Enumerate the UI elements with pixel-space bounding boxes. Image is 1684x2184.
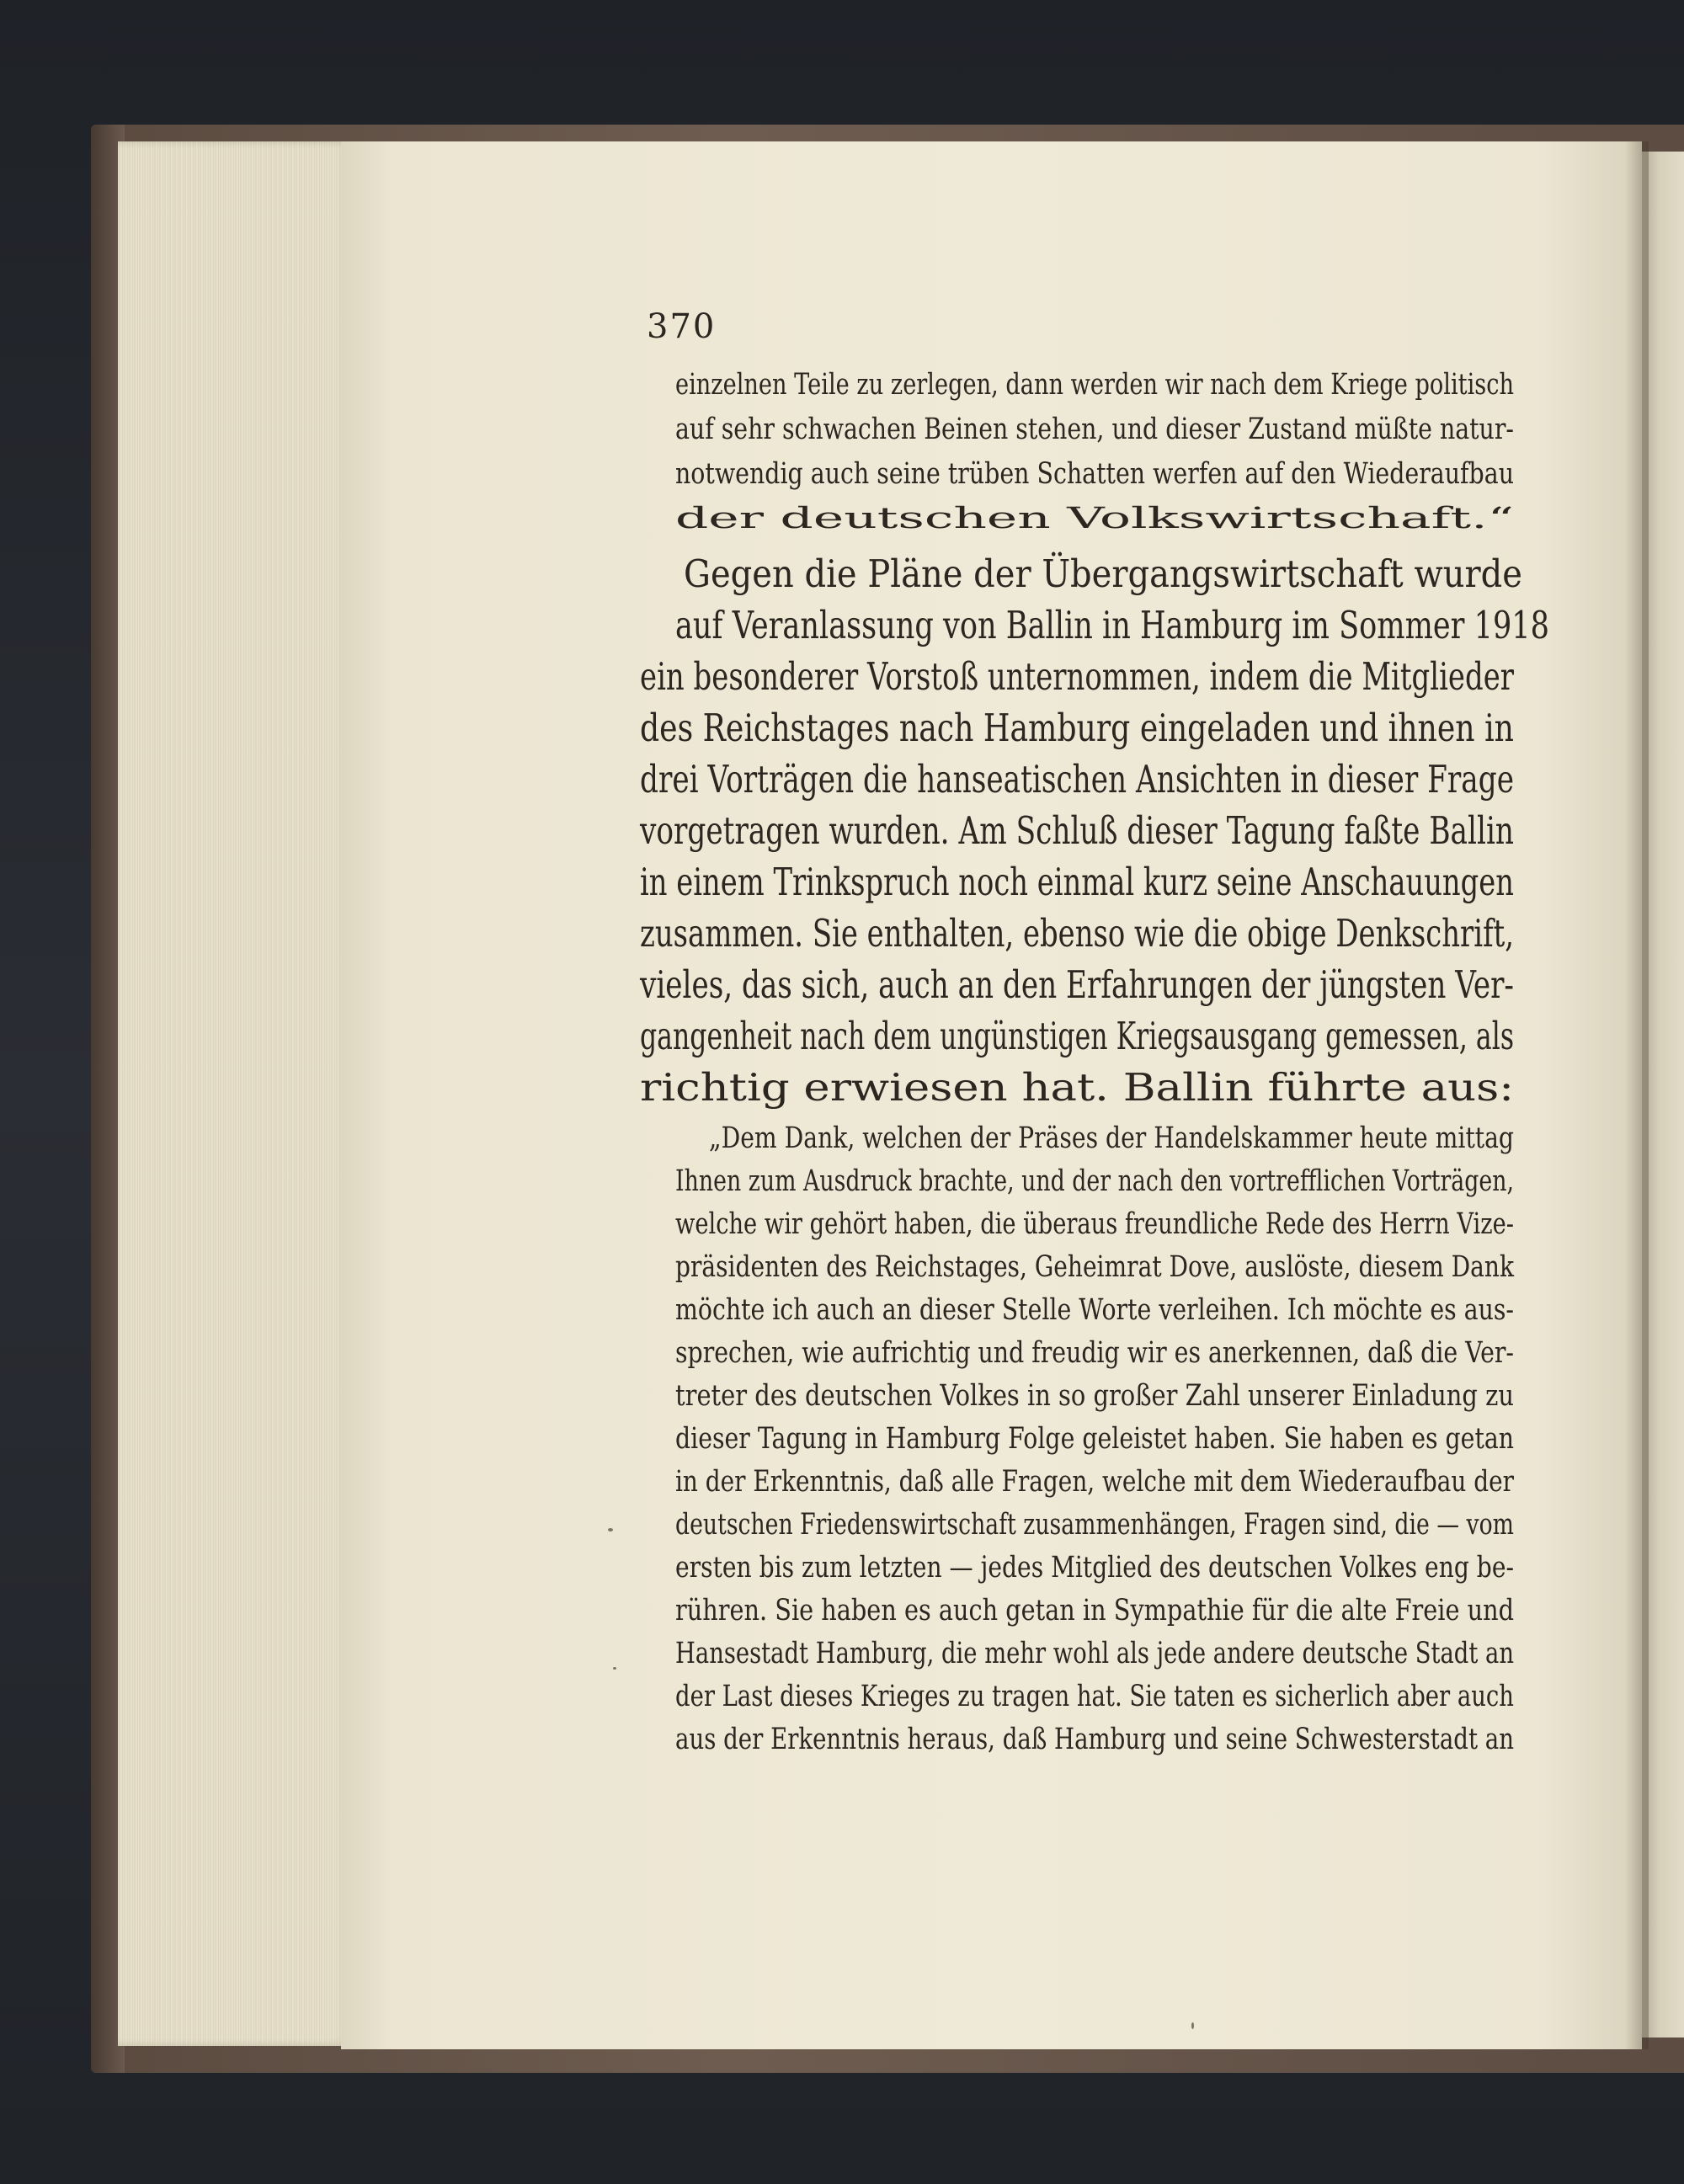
paragraph-line: Gegen die Pläne der Übergangswirtschaft wurde (684, 551, 1522, 596)
speech-line: in der Erkenntnis, daß alle Fragen, welche mit dem Wiederaufbau der (675, 1465, 1514, 1499)
quote-line: notwendig auch seine trüben Schatten werfen auf den Wiederaufbau (675, 457, 1514, 491)
speech-line: aus der Erkenntnis heraus, daß Hamburg und seine Schwesterstadt an (675, 1723, 1514, 1756)
paragraph-line: in einem Trinkspruch noch einmal kurz seine Anschauungen (640, 860, 1514, 904)
paper-speck (608, 1528, 613, 1531)
speech-line: Ihnen zum Ausdruck brachte, und der nach den vortrefflichen Vorträgen, (675, 1164, 1514, 1198)
speech-line: möchte ich auch an dieser Stelle Worte verleihen. Ich möchte es aus- (675, 1293, 1514, 1327)
paragraph-line: drei Vorträgen die hanseatischen Ansichten in dieser Frage (640, 757, 1514, 802)
speech-line: sprechen, wie aufrichtig und freudig wir es anerkennen, daß die Ver- (675, 1336, 1514, 1370)
speech-line: ersten bis zum letzten — jedes Mitglied des deutschen Volkes eng be- (675, 1551, 1514, 1585)
page-stack-edges (118, 141, 349, 2046)
page-number: 370 (647, 307, 717, 346)
quote-line: einzelnen Teile zu zerlegen, dann werden wir nach dem Kriege politisch (675, 368, 1514, 402)
paragraph-line: gangenheit nach dem ungünstigen Kriegsausgang gemessen, als (640, 1014, 1514, 1058)
speech-line: Hansestadt Hamburg, die mehr wohl als jede andere deutsche Stadt an (675, 1637, 1514, 1670)
paragraph-line: des Reichstages nach Hamburg eingeladen und ihnen in (640, 706, 1514, 750)
paragraph-line: auf Veranlassung von Ballin in Hamburg im Sommer 1918 (675, 603, 1549, 647)
speech-line: „Dem Dank, welchen der Präses der Handelskammer heute mittag (709, 1121, 1514, 1155)
quote-line: der deutschen Volkswirtschaft.“ (675, 502, 1514, 535)
speech-line: dieser Tagung in Hamburg Folge geleistet haben. Sie haben es getan (675, 1422, 1514, 1456)
paragraph-line: zusammen. Sie enthalten, ebenso wie die obige Denkschrift, (640, 911, 1514, 956)
speech-line: welche wir gehört haben, die überaus freundliche Rede des Herrn Vize- (675, 1207, 1514, 1241)
paragraph-line: ein besonderer Vorstoß unternommen, indem die Mitglieder (640, 654, 1514, 699)
paragraph-line: vorgetragen wurden. Am Schluß dieser Tagung faßte Ballin (640, 808, 1514, 853)
speech-line: der Last dieses Krieges zu tragen hat. Sie taten es sicherlich aber auch (675, 1680, 1514, 1713)
paper-speck (1191, 2022, 1194, 2029)
speech-line: präsidenten des Reichstages, Geheimrat Dove, auslöste, diesem Dank (675, 1250, 1514, 1284)
speech-line: deutschen Friedenswirtschaft zusammenhängen, Fragen sind, die — vom (675, 1508, 1514, 1542)
gutter-shadow (1625, 141, 1649, 2049)
paragraph-line: vieles, das sich, auch an den Erfahrungen der jüngsten Ver- (640, 962, 1514, 1007)
quote-line: auf sehr schwachen Beinen stehen, und dieser Zustand müßte natur- (675, 413, 1514, 446)
speech-line: treter des deutschen Volkes in so großer Zahl unserer Einladung zu (675, 1379, 1514, 1413)
paragraph-line: richtig erwiesen hat. Ballin führte aus: (640, 1065, 1514, 1110)
paper-speck (613, 1667, 616, 1670)
speech-line: rühren. Sie haben es auch getan in Sympathie für die alte Freie und (675, 1594, 1514, 1627)
